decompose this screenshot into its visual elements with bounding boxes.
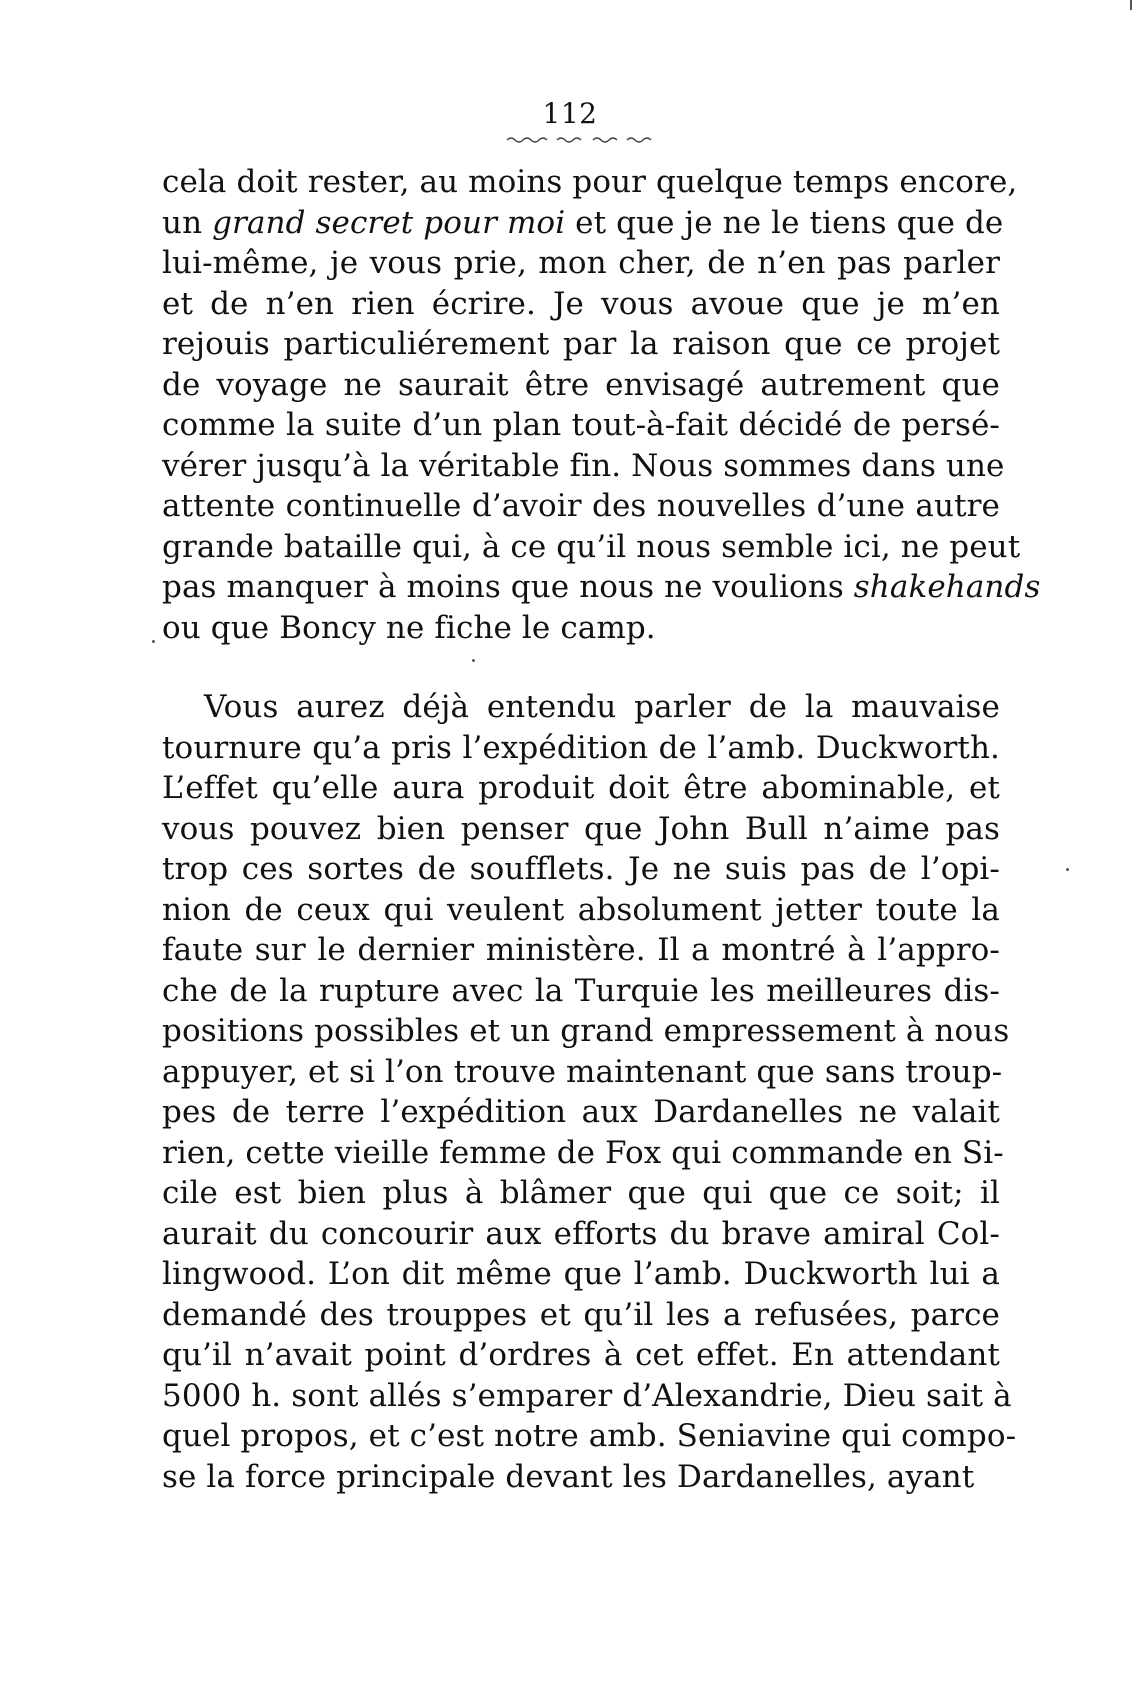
text-line [162,243,1000,284]
text-line [162,203,1004,244]
text-line: Vous aurez déjà entendu parler de la mauvaise [204,689,1000,725]
text-line: pes de terre l’expédition aux Dardanelles ne valait [162,1094,1000,1130]
text-line [162,446,1005,487]
text-line: qu’il n’avait point d’ordres à cet effet. En attendant [162,1337,1000,1373]
text-line: cile est bien plus à blâmer que qui que ce soit; il [162,1175,1000,1211]
text-line: tournure qu’a pris l’expédition de l’amb. Duckworth. [162,729,1000,766]
ornament-squiggle [505,134,653,144]
text-run: grande bataille qui, à ce qu’il nous semble ici, ne peut [162,528,1021,565]
text-run: pas manquer à moins que nous ne voulions [162,569,854,605]
page-number-ornament [505,134,653,144]
ink-speck [152,640,155,643]
ink-speck [472,659,475,662]
text-line [162,527,1021,568]
text-line [162,284,1000,325]
text-line: trop ces sortes de soufflets. Je ne suis pas de l’opi- [162,851,1000,887]
text-line: demandé des trouppes et qu’il les a refusées, parce [162,1296,1000,1333]
text-line: aurait du concourir aux efforts du brave amiral Col- [162,1215,1000,1252]
text-run: cela doit rester, au moins pour quelque temps encore, [162,164,1018,200]
text-line: L’effet qu’elle aura produit doit être abominable, et [162,770,1000,806]
text-run: et que je ne le tiens que de [565,204,1004,241]
italic-emphasis: grand secret pour moi [212,204,566,241]
text-run: lui-même, je vous prie, mon cher, de n’en pas parler [162,245,1000,281]
text-line: appuyer, et si l’on trouve maintenant que sans troup- [162,1053,1003,1090]
text-run: ou que Boncy ne fiche le camp. [162,609,656,646]
text-run: de voyage ne saurait être envisagé autrement que [162,366,1000,403]
text-line [162,567,1041,608]
text-run: rejouis particuliérement par la raison que ce projet [162,326,1000,362]
text-line [162,608,1000,649]
paragraph-1 [162,162,1041,648]
text-line: positions possibles et un grand empressement à nous [162,1013,1010,1049]
text-run: comme la suite d’un plan tout-à-fait décidé de persé- [162,407,1000,443]
text-line: nion de ceux qui veulent absolument jetter toute la [162,891,1000,928]
text-line [162,324,1000,365]
text-line [162,486,1000,527]
text-run: un [162,204,213,241]
text-line: che de la rupture avec la Turquie les meilleures dis- [162,972,1000,1009]
italic-emphasis: shakehands [853,569,1041,605]
text-run: attente continuelle d’avoir des nouvelles d’une autre [162,488,1000,524]
text-line [162,365,1000,406]
text-line [162,162,1018,203]
page-edge-mark [1130,0,1132,10]
text-line: rien, cette vieille femme de Fox qui commande en Si- [162,1134,1004,1171]
paragraph-2 [162,687,1017,1497]
text-line: faute sur le dernier ministère. Il a montré à l’appro- [162,932,1000,968]
text-line: se la force principale devant les Dardanelles, ayant [162,1458,975,1495]
text-run: et de n’en rien écrire. Je vous avoue que je m’en [162,285,1000,322]
text-line: vous pouvez bien penser que John Bull n’aime pas [162,810,1000,847]
text-line: quel propos, et c’est notre amb. Seniavine qui compo- [162,1418,1017,1454]
page-number: 112 [542,97,598,130]
text-line [162,405,1000,446]
text-line: lingwood. L’on dit même que l’amb. Duckworth lui a [162,1256,1000,1292]
text-run: vérer jusqu’à la véritable fin. Nous sommes dans une [162,447,1005,484]
text-line: 5000 h. sont allés s’emparer d’Alexandrie, Dieu sait à [162,1377,1012,1414]
ink-speck [1066,868,1069,871]
